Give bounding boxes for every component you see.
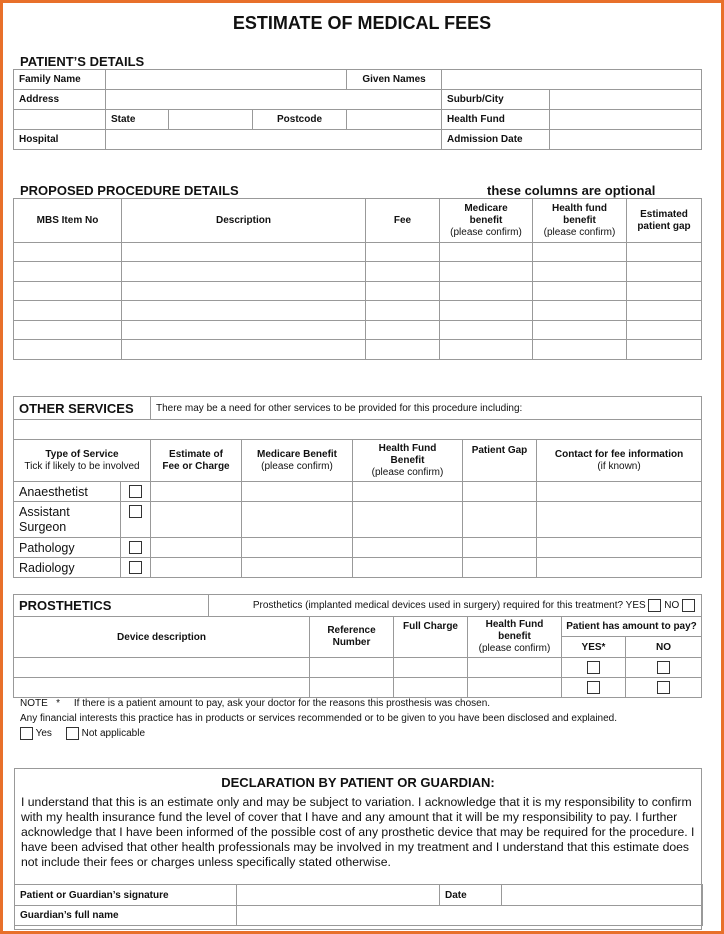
pay-no-checkbox[interactable]	[626, 678, 702, 698]
hospital-field[interactable]	[106, 130, 442, 150]
postcode-field[interactable]	[347, 110, 442, 130]
service-label: Radiology	[14, 558, 121, 578]
service-label: Anaesthetist	[14, 482, 121, 502]
service-row-assistant-surgeon	[14, 502, 702, 538]
other-services-table	[13, 396, 702, 578]
admission-date-field[interactable]	[550, 130, 702, 150]
guardian-name-field[interactable]	[237, 906, 703, 926]
interests-options	[20, 727, 145, 740]
prosthetics-table	[13, 594, 702, 698]
service-row-anaesthetist	[14, 482, 702, 502]
col-health-fund-benefit: Health Fund benefit (please confirm)	[468, 617, 562, 658]
assistant-surgeon-checkbox[interactable]	[121, 502, 151, 538]
col-patient-gap: Estimated patient gap	[627, 199, 702, 243]
address-line2-field[interactable]	[14, 110, 106, 130]
col-estimate-fee: Estimate of Fee or Charge	[151, 440, 242, 482]
family-name-label: Family Name	[14, 70, 106, 90]
declaration-box	[14, 768, 702, 930]
col-fee: Fee	[366, 199, 440, 243]
given-names-field[interactable]	[442, 70, 702, 90]
prosthesis-note: NOTE * If there is a patient amount to pay, ask your doctor for the reasons this prosthesis was chosen.	[20, 698, 491, 709]
col-type-of-service: Type of Service Tick if likely to be involved	[14, 440, 151, 482]
table-row	[14, 658, 702, 678]
health-fund-field[interactable]	[550, 110, 702, 130]
table-row	[14, 301, 702, 321]
prosthetics-no-checkbox[interactable]	[682, 599, 695, 612]
form-title: ESTIMATE OF MEDICAL FEES	[232, 13, 492, 33]
procedure-table	[13, 198, 702, 360]
pay-no-checkbox[interactable]	[626, 658, 702, 678]
signature-field[interactable]	[237, 885, 440, 906]
radiology-checkbox[interactable]	[121, 558, 151, 578]
table-row	[14, 262, 702, 282]
suburb-label: Suburb/City	[442, 90, 550, 110]
col-patient-gap: Patient Gap	[463, 440, 537, 482]
family-name-field[interactable]	[106, 70, 347, 90]
hospital-label: Hospital	[14, 130, 106, 150]
patient-details-table	[13, 69, 702, 150]
state-label: State	[106, 110, 169, 130]
date-field[interactable]	[502, 885, 703, 906]
date-label: Date	[440, 885, 502, 906]
table-row	[14, 340, 702, 360]
prosthetics-question: Prosthetics (implanted medical devices used in surgery) required for this treatment? YES NO	[209, 595, 702, 617]
address-label: Address	[14, 90, 106, 110]
pay-yes-checkbox[interactable]	[562, 678, 626, 698]
health-fund-label: Health Fund	[442, 110, 550, 130]
prosthetics-heading: PROSTHETICS	[14, 595, 209, 617]
pay-yes-checkbox[interactable]	[562, 658, 626, 678]
table-row	[14, 678, 702, 698]
col-contact-info: Contact for fee information (if known)	[537, 440, 702, 482]
signature-label: Patient or Guardian’s signature	[15, 885, 237, 906]
state-field[interactable]	[169, 110, 253, 130]
col-device-description: Device description	[14, 617, 310, 658]
interests-na-label: Not applicable	[81, 728, 145, 740]
service-row-radiology	[14, 558, 702, 578]
other-services-blank-row[interactable]	[14, 420, 702, 440]
given-names-label: Given Names	[347, 70, 442, 90]
procedure-heading: PROPOSED PROCEDURE DETAILS	[20, 183, 239, 198]
pathology-checkbox[interactable]	[121, 538, 151, 558]
form-page	[3, 3, 721, 931]
other-services-intro: There may be a need for other services to be provided for this procedure including:	[151, 397, 702, 420]
col-patient-amount: Patient has amount to pay?	[562, 617, 702, 637]
interests-yes-label: Yes	[35, 728, 52, 740]
col-health-fund-benefit: Health Fund Benefit (please confirm)	[353, 440, 463, 482]
signature-table	[14, 884, 703, 926]
col-health-fund-benefit: Health fund benefit (please confirm)	[533, 199, 627, 243]
service-row-pathology	[14, 538, 702, 558]
postcode-label: Postcode	[253, 110, 347, 130]
col-full-charge: Full Charge	[394, 617, 468, 658]
other-services-heading: OTHER SERVICES	[14, 397, 151, 420]
service-label: Pathology	[14, 538, 121, 558]
col-medicare-benefit: Medicare Benefit (please confirm)	[242, 440, 353, 482]
guardian-name-label: Guardian’s full name	[15, 906, 237, 926]
col-medicare-benefit: Medicare benefit (please confirm)	[440, 199, 533, 243]
col-reference-number: Reference Number	[310, 617, 394, 658]
optional-columns-note: these columns are optional	[487, 183, 656, 198]
financial-interests-note: Any financial interests this practice has in products or services recommended or to be given to you have been disclosed and explained.	[20, 713, 618, 724]
declaration-heading: DECLARATION BY PATIENT OR GUARDIAN:	[221, 775, 495, 790]
declaration-text: I understand that this is an estimate only and may be subject to variation. I acknowledge that it is my responsibility to confirm with my health insurance fund the level of cover that I have and any amount that it will be my responsibility to pay. I further acknowledge that I have been informed of the possible cost of any prosthetic device that may be required for the procedure. I have been advised that other health professionals may be involved in my treatment and I understand that this estimate does not include their fees or charges unless specifically stated otherwise.	[21, 795, 695, 869]
service-label: Assistant Surgeon	[14, 502, 121, 538]
col-description: Description	[122, 199, 366, 243]
table-row	[14, 321, 702, 340]
interests-yes-checkbox[interactable]	[20, 727, 33, 740]
col-pay-no: NO	[626, 637, 702, 658]
table-row	[14, 282, 702, 301]
col-mbs-item: MBS Item No	[14, 199, 122, 243]
interests-na-checkbox[interactable]	[66, 727, 79, 740]
admission-date-label: Admission Date	[442, 130, 550, 150]
address-field[interactable]	[106, 90, 442, 110]
prosthetics-yes-checkbox[interactable]	[648, 599, 661, 612]
patient-details-heading: PATIENT’S DETAILS	[20, 54, 145, 69]
suburb-field[interactable]	[550, 90, 702, 110]
table-row	[14, 243, 702, 262]
col-pay-yes: YES*	[562, 637, 626, 658]
anaesthetist-checkbox[interactable]	[121, 482, 151, 502]
